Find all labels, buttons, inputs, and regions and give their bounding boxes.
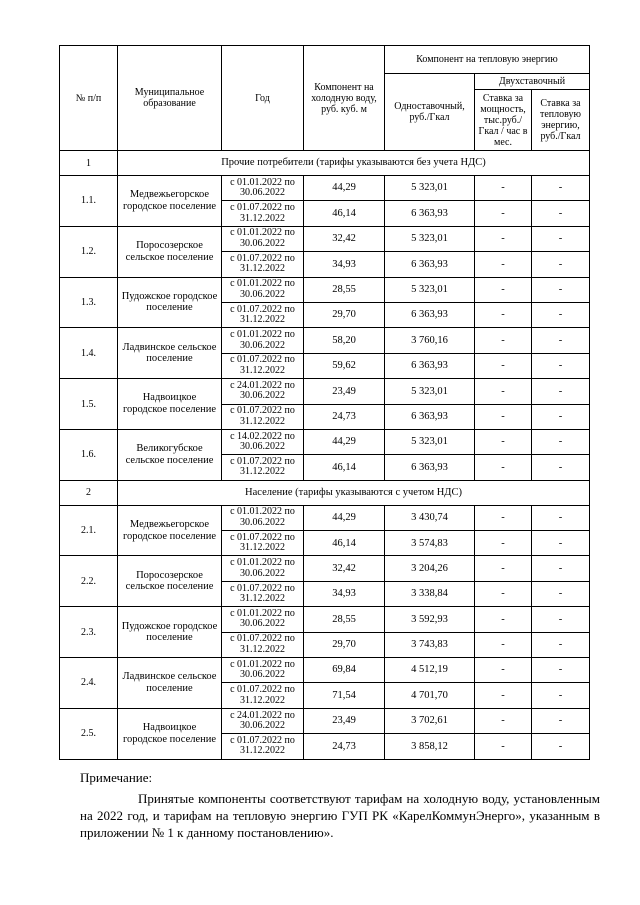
header-num: № п/п	[60, 46, 118, 151]
header-municipality: Муниципальное образование	[118, 46, 222, 151]
table-row	[60, 379, 590, 404]
heat-rate-value: -	[532, 277, 590, 302]
table-row	[60, 607, 590, 632]
period-cell: с 01.07.2022 по 31.12.2022	[222, 455, 304, 480]
single-rate-value: 5 323,01	[385, 226, 475, 251]
single-rate-value: 4 512,19	[385, 658, 475, 683]
water-value: 46,14	[304, 531, 385, 556]
period-cell: с 01.07.2022 по 31.12.2022	[222, 404, 304, 429]
water-value: 28,55	[304, 277, 385, 302]
heat-rate-value: -	[532, 404, 590, 429]
single-rate-value: 4 701,70	[385, 683, 475, 708]
table-row	[60, 708, 590, 733]
tariff-table	[59, 45, 590, 760]
table-row	[60, 556, 590, 581]
header-heat-rate: Ставка за тепловую энергию, руб./Гкал	[532, 90, 590, 151]
power-rate-value: -	[475, 734, 532, 759]
heat-rate-value: -	[532, 353, 590, 378]
period-cell: с 01.01.2022 по 30.06.2022	[222, 556, 304, 581]
period-cell: с 01.01.2022 по 30.06.2022	[222, 607, 304, 632]
single-rate-value: 5 323,01	[385, 176, 475, 201]
header-two-rate: Двухставочный	[475, 74, 590, 90]
section-title: Прочие потребители (тарифы указываются без учета НДС)	[118, 151, 590, 176]
single-rate-value: 3 760,16	[385, 328, 475, 353]
single-rate-value: 6 363,93	[385, 201, 475, 226]
single-rate-value: 3 204,26	[385, 556, 475, 581]
water-value: 29,70	[304, 632, 385, 657]
heat-rate-value: -	[532, 658, 590, 683]
power-rate-value: -	[475, 226, 532, 251]
heat-rate-value: -	[532, 632, 590, 657]
power-rate-value: -	[475, 404, 532, 429]
heat-rate-value: -	[532, 531, 590, 556]
table-header	[60, 46, 590, 151]
note-text: Принятые компоненты соответствуют тарифам на холодную воду, установленным на 2022 год, и тарифам на тепловую энергию ГУП РК «КарелКоммунЭнерго», указанным в приложении № 1 к данному постановлению».	[80, 790, 600, 840]
heat-rate-value: -	[532, 328, 590, 353]
water-value: 59,62	[304, 353, 385, 378]
single-rate-value: 5 323,01	[385, 379, 475, 404]
single-rate-value: 3 338,84	[385, 581, 475, 606]
water-value: 44,29	[304, 505, 385, 530]
municipality-name: Поросозерское сельское поселение	[118, 226, 222, 277]
water-value: 24,73	[304, 404, 385, 429]
power-rate-value: -	[475, 658, 532, 683]
water-value: 23,49	[304, 708, 385, 733]
power-rate-value: -	[475, 429, 532, 454]
heat-rate-value: -	[532, 252, 590, 277]
period-cell: с 24.01.2022 по 30.06.2022	[222, 708, 304, 733]
single-rate-value: 6 363,93	[385, 353, 475, 378]
heat-rate-value: -	[532, 379, 590, 404]
power-rate-value: -	[475, 176, 532, 201]
municipality-name: Поросозерское сельское поселение	[118, 556, 222, 607]
single-rate-value: 3 574,83	[385, 531, 475, 556]
water-value: 24,73	[304, 734, 385, 759]
single-rate-value: 5 323,01	[385, 429, 475, 454]
row-num: 2.3.	[60, 607, 118, 658]
water-value: 58,20	[304, 328, 385, 353]
water-value: 69,84	[304, 658, 385, 683]
single-rate-value: 6 363,93	[385, 404, 475, 429]
period-cell: с 01.01.2022 по 30.06.2022	[222, 505, 304, 530]
heat-rate-value: -	[532, 708, 590, 733]
heat-rate-value: -	[532, 455, 590, 480]
water-value: 29,70	[304, 302, 385, 327]
header-single-rate: Одноставочный, руб./Гкал	[385, 74, 475, 151]
water-value: 23,49	[304, 379, 385, 404]
table-row	[60, 226, 590, 251]
header-power-rate: Ставка за мощность, тыс.руб./ Гкал / час в мес.	[475, 90, 532, 151]
table-row	[60, 658, 590, 683]
period-cell: с 01.07.2022 по 31.12.2022	[222, 734, 304, 759]
row-num: 2.5.	[60, 708, 118, 759]
row-num: 1.2.	[60, 226, 118, 277]
power-rate-value: -	[475, 252, 532, 277]
header-water-component: Компонент на холодную воду, руб. куб. м	[304, 46, 385, 151]
row-num: 2.1.	[60, 505, 118, 556]
power-rate-value: -	[475, 379, 532, 404]
note-block	[80, 770, 600, 842]
period-cell: с 01.07.2022 по 31.12.2022	[222, 581, 304, 606]
section-num: 2	[60, 480, 118, 505]
power-rate-value: -	[475, 277, 532, 302]
period-cell: с 01.07.2022 по 31.12.2022	[222, 531, 304, 556]
period-cell: с 01.01.2022 по 30.06.2022	[222, 226, 304, 251]
power-rate-value: -	[475, 302, 532, 327]
municipality-name: Пудожское городское поселение	[118, 607, 222, 658]
heat-rate-value: -	[532, 226, 590, 251]
row-num: 1.5.	[60, 379, 118, 430]
heat-rate-value: -	[532, 683, 590, 708]
heat-rate-value: -	[532, 505, 590, 530]
single-rate-value: 3 592,93	[385, 607, 475, 632]
heat-rate-value: -	[532, 581, 590, 606]
table-row	[60, 505, 590, 530]
heat-rate-value: -	[532, 734, 590, 759]
period-cell: с 01.07.2022 по 31.12.2022	[222, 683, 304, 708]
water-value: 44,29	[304, 429, 385, 454]
municipality-name: Надвоицкое городское поселение	[118, 379, 222, 430]
period-cell: с 01.07.2022 по 31.12.2022	[222, 353, 304, 378]
water-value: 46,14	[304, 201, 385, 226]
period-cell: с 01.07.2022 по 31.12.2022	[222, 632, 304, 657]
municipality-name: Ладвинское сельское поселение	[118, 328, 222, 379]
water-value: 71,54	[304, 683, 385, 708]
municipality-name: Великогубское сельское поселение	[118, 429, 222, 480]
water-value: 32,42	[304, 556, 385, 581]
power-rate-value: -	[475, 632, 532, 657]
period-cell: с 01.01.2022 по 30.06.2022	[222, 658, 304, 683]
section-row	[60, 480, 590, 505]
heat-rate-value: -	[532, 556, 590, 581]
period-cell: с 14.02.2022 по 30.06.2022	[222, 429, 304, 454]
single-rate-value: 3 743,83	[385, 632, 475, 657]
row-num: 2.2.	[60, 556, 118, 607]
table-row	[60, 176, 590, 201]
table-body	[60, 151, 590, 760]
power-rate-value: -	[475, 455, 532, 480]
period-cell: с 01.01.2022 по 30.06.2022	[222, 176, 304, 201]
water-value: 46,14	[304, 455, 385, 480]
heat-rate-value: -	[532, 176, 590, 201]
single-rate-value: 6 363,93	[385, 455, 475, 480]
section-row	[60, 151, 590, 176]
municipality-name: Медвежьегорское городское поселение	[118, 176, 222, 227]
single-rate-value: 6 363,93	[385, 302, 475, 327]
period-cell: с 01.07.2022 по 31.12.2022	[222, 302, 304, 327]
single-rate-value: 5 323,01	[385, 277, 475, 302]
row-num: 1.4.	[60, 328, 118, 379]
table-row	[60, 277, 590, 302]
power-rate-value: -	[475, 201, 532, 226]
power-rate-value: -	[475, 328, 532, 353]
water-value: 32,42	[304, 226, 385, 251]
period-cell: с 01.07.2022 по 31.12.2022	[222, 201, 304, 226]
power-rate-value: -	[475, 683, 532, 708]
heat-rate-value: -	[532, 302, 590, 327]
municipality-name: Медвежьегорское городское поселение	[118, 505, 222, 556]
note-label: Примечание:	[80, 770, 153, 785]
power-rate-value: -	[475, 607, 532, 632]
row-num: 1.1.	[60, 176, 118, 227]
power-rate-value: -	[475, 708, 532, 733]
heat-rate-value: -	[532, 429, 590, 454]
power-rate-value: -	[475, 556, 532, 581]
header-heat-component: Компонент на тепловую энергию	[385, 46, 590, 74]
power-rate-value: -	[475, 353, 532, 378]
period-cell: с 01.01.2022 по 30.06.2022	[222, 328, 304, 353]
municipality-name: Надвоицкое городское поселение	[118, 708, 222, 759]
period-cell: с 24.01.2022 по 30.06.2022	[222, 379, 304, 404]
section-num: 1	[60, 151, 118, 176]
table-row	[60, 429, 590, 454]
table-row	[60, 328, 590, 353]
heat-rate-value: -	[532, 201, 590, 226]
row-num: 2.4.	[60, 658, 118, 709]
single-rate-value: 6 363,93	[385, 252, 475, 277]
power-rate-value: -	[475, 531, 532, 556]
municipality-name: Пудожское городское поселение	[118, 277, 222, 328]
power-rate-value: -	[475, 581, 532, 606]
period-cell: с 01.01.2022 по 30.06.2022	[222, 277, 304, 302]
power-rate-value: -	[475, 505, 532, 530]
municipality-name: Ладвинское сельское поселение	[118, 658, 222, 709]
row-num: 1.6.	[60, 429, 118, 480]
row-num: 1.3.	[60, 277, 118, 328]
water-value: 28,55	[304, 607, 385, 632]
header-year: Год	[222, 46, 304, 151]
heat-rate-value: -	[532, 607, 590, 632]
single-rate-value: 3 430,74	[385, 505, 475, 530]
water-value: 34,93	[304, 252, 385, 277]
period-cell: с 01.07.2022 по 31.12.2022	[222, 252, 304, 277]
section-title: Население (тарифы указываются с учетом НДС)	[118, 480, 590, 505]
water-value: 34,93	[304, 581, 385, 606]
water-value: 44,29	[304, 176, 385, 201]
single-rate-value: 3 702,61	[385, 708, 475, 733]
single-rate-value: 3 858,12	[385, 734, 475, 759]
